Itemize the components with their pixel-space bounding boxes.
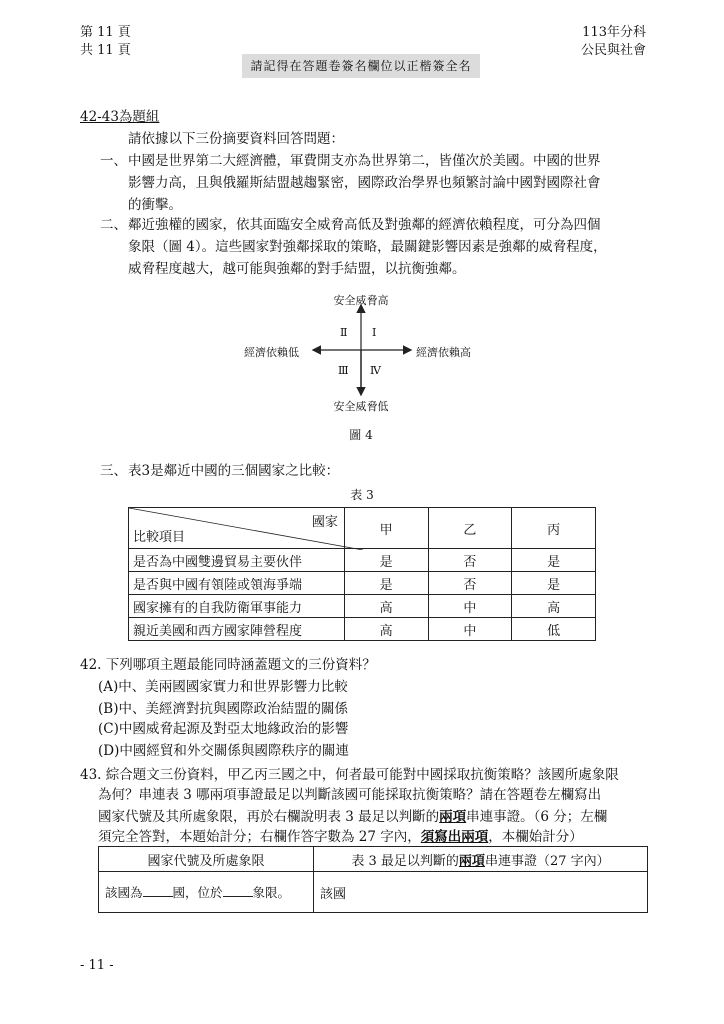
axis-top-label: 安全威脅高	[333, 294, 389, 307]
q43-line	[98, 826, 583, 848]
q42-option-a: (A)中、美兩國國家實力和世界影響力比較	[98, 679, 348, 695]
material2-num: 二、	[100, 217, 127, 233]
table-cell: 低	[512, 618, 596, 641]
signature-notice: 請記得在答題卷簽名欄位以正楷簽全名	[242, 54, 480, 78]
group-title: 42-43為題組	[80, 109, 160, 125]
material3-num: 三、	[100, 463, 127, 479]
material1-line: 影響力高，且與俄羅斯結盟越趨緊密，國際政治學界也頻繁討論中國對國際社會	[128, 175, 601, 191]
answer-right-header-text: 表 3 最足以判斷的	[351, 853, 459, 869]
answer-left-text: 國，位於	[172, 885, 223, 900]
table-cell: 是	[344, 549, 428, 572]
quadrant-figure	[230, 290, 500, 440]
exam-year: 113年分科	[582, 25, 646, 40]
quadrant-1-label: Ⅰ	[372, 326, 377, 339]
q43-text: 串連事證。（6 分；左欄	[466, 809, 608, 825]
q43-text: 國家代號及其所處象限，再於右欄說明表 3 最足以判斷的	[98, 809, 440, 825]
table-row	[129, 595, 596, 618]
table-corner-cell	[129, 508, 345, 549]
country-blank[interactable]	[143, 884, 173, 897]
table-cell: 是	[344, 572, 428, 595]
q43-emphasis: 兩項	[439, 809, 467, 825]
table-header-row	[129, 508, 596, 549]
row-item: 是否為中國雙邊貿易主要伙伴	[129, 549, 345, 572]
q43-line: 為何？串連表 3 哪兩項事證最足以判斷該國可能採取抗衡策略？請在答題卷左欄寫出	[98, 787, 602, 803]
table-cell: 否	[428, 572, 512, 595]
answer-left-text: 該國為	[105, 885, 143, 900]
answer-header-row	[99, 847, 648, 872]
q42-option-b: (B)中、美經濟對抗與國際政治結盟的關係	[98, 701, 348, 717]
q43-text: ，本欄始計分）	[488, 829, 583, 845]
answer-left-header: 國家代號及所處象限	[99, 847, 314, 872]
answer-right-header-emphasis: 兩項	[458, 853, 485, 869]
table-cell: 高	[344, 595, 428, 618]
answer-row	[99, 872, 648, 913]
material2-line: 鄰近強權的國家，依其面臨安全威脅高低及對強鄰的經濟依賴程度，可分為四個	[128, 217, 601, 233]
figure-caption: 圖 4	[349, 428, 373, 442]
column-header: 甲	[344, 508, 428, 549]
answer-left-text: 象限。	[252, 885, 291, 900]
table-cell: 中	[428, 595, 512, 618]
answer-right-cell[interactable]: 該國	[314, 872, 648, 913]
material1-num: 一、	[100, 153, 127, 169]
answer-table	[98, 846, 648, 913]
table-cell: 是	[512, 572, 596, 595]
table-cell: 中	[428, 618, 512, 641]
row-item: 是否與中國有領陸或領海爭端	[129, 572, 345, 595]
q42-stem: 42. 下列哪項主題最能同時涵蓋題文的三份資料？	[80, 657, 376, 673]
q43-emphasis: 須寫出兩項	[420, 829, 489, 845]
page-footer: - 11 -	[80, 958, 114, 973]
material3-text: 表3是鄰近中國的三個國家之比較：	[128, 463, 340, 479]
intro-text: 請依據以下三份摘要資料回答問題：	[128, 131, 344, 147]
table-cell: 高	[344, 618, 428, 641]
row-item: 國家擁有的自我防衛軍事能力	[129, 595, 345, 618]
q43-line	[98, 806, 607, 828]
material1-line: 中國是世界第二大經濟體，軍費開支亦為世界第二，皆僅次於美國。中國的世界	[128, 153, 601, 169]
comparison-table	[128, 507, 596, 641]
q42-option-c: (C)中國威脅起源及對亞太地緣政治的影響	[98, 721, 349, 737]
corner-top-label: 國家	[311, 515, 338, 530]
table-cell: 高	[512, 595, 596, 618]
answer-right-header	[314, 847, 648, 872]
corner-bottom-label: 比較項目	[133, 530, 186, 545]
q43-text: 須完全答對，本題始計分；右欄作答字數為 27 字內，	[98, 829, 421, 845]
axis-left-label: 經濟依賴低	[244, 346, 299, 359]
answer-left-cell[interactable]	[99, 872, 314, 913]
quadrant-axes	[230, 290, 500, 440]
table3-caption: 表 3	[350, 488, 374, 502]
page-total: 共 11 頁	[80, 43, 131, 58]
quadrant-2-label: Ⅱ	[340, 326, 348, 339]
subject: 公民與社會	[580, 43, 646, 58]
table-cell: 否	[428, 549, 512, 572]
quadrant-4-label: Ⅳ	[370, 364, 381, 377]
quadrant-blank[interactable]	[223, 884, 253, 897]
q42-option-d: (D)中國經貿和外交關係與國際秩序的關連	[98, 743, 349, 759]
quadrant-3-label: Ⅲ	[338, 364, 349, 377]
table-cell: 是	[512, 549, 596, 572]
table-row	[129, 618, 596, 641]
page-number: 第 11 頁	[80, 25, 131, 40]
material2-line: 象限（圖 4）。這些國家對強鄰採取的策略，最關鍵影響因素是強鄰的威脅程度，	[128, 239, 607, 255]
table-row	[129, 572, 596, 595]
axis-right-label: 經濟依賴高	[416, 346, 471, 359]
axis-bottom-label: 安全威脅低	[333, 400, 389, 413]
column-header: 丙	[512, 508, 596, 549]
q43-line: 43. 綜合題文三份資料，甲乙丙三國之中，何者最可能對中國採取抗衡策略？該國所處象限	[80, 767, 619, 783]
row-item: 親近美國和西方國家陣營程度	[129, 618, 345, 641]
table-row	[129, 549, 596, 572]
material1-line: 的衝擊。	[128, 197, 182, 213]
answer-right-header-text: 串連事證（27 字內）	[484, 853, 610, 869]
material2-line: 威脅程度越大，越可能與強鄰的對手結盟，以抗衡強鄰。	[128, 261, 466, 277]
column-header: 乙	[428, 508, 512, 549]
